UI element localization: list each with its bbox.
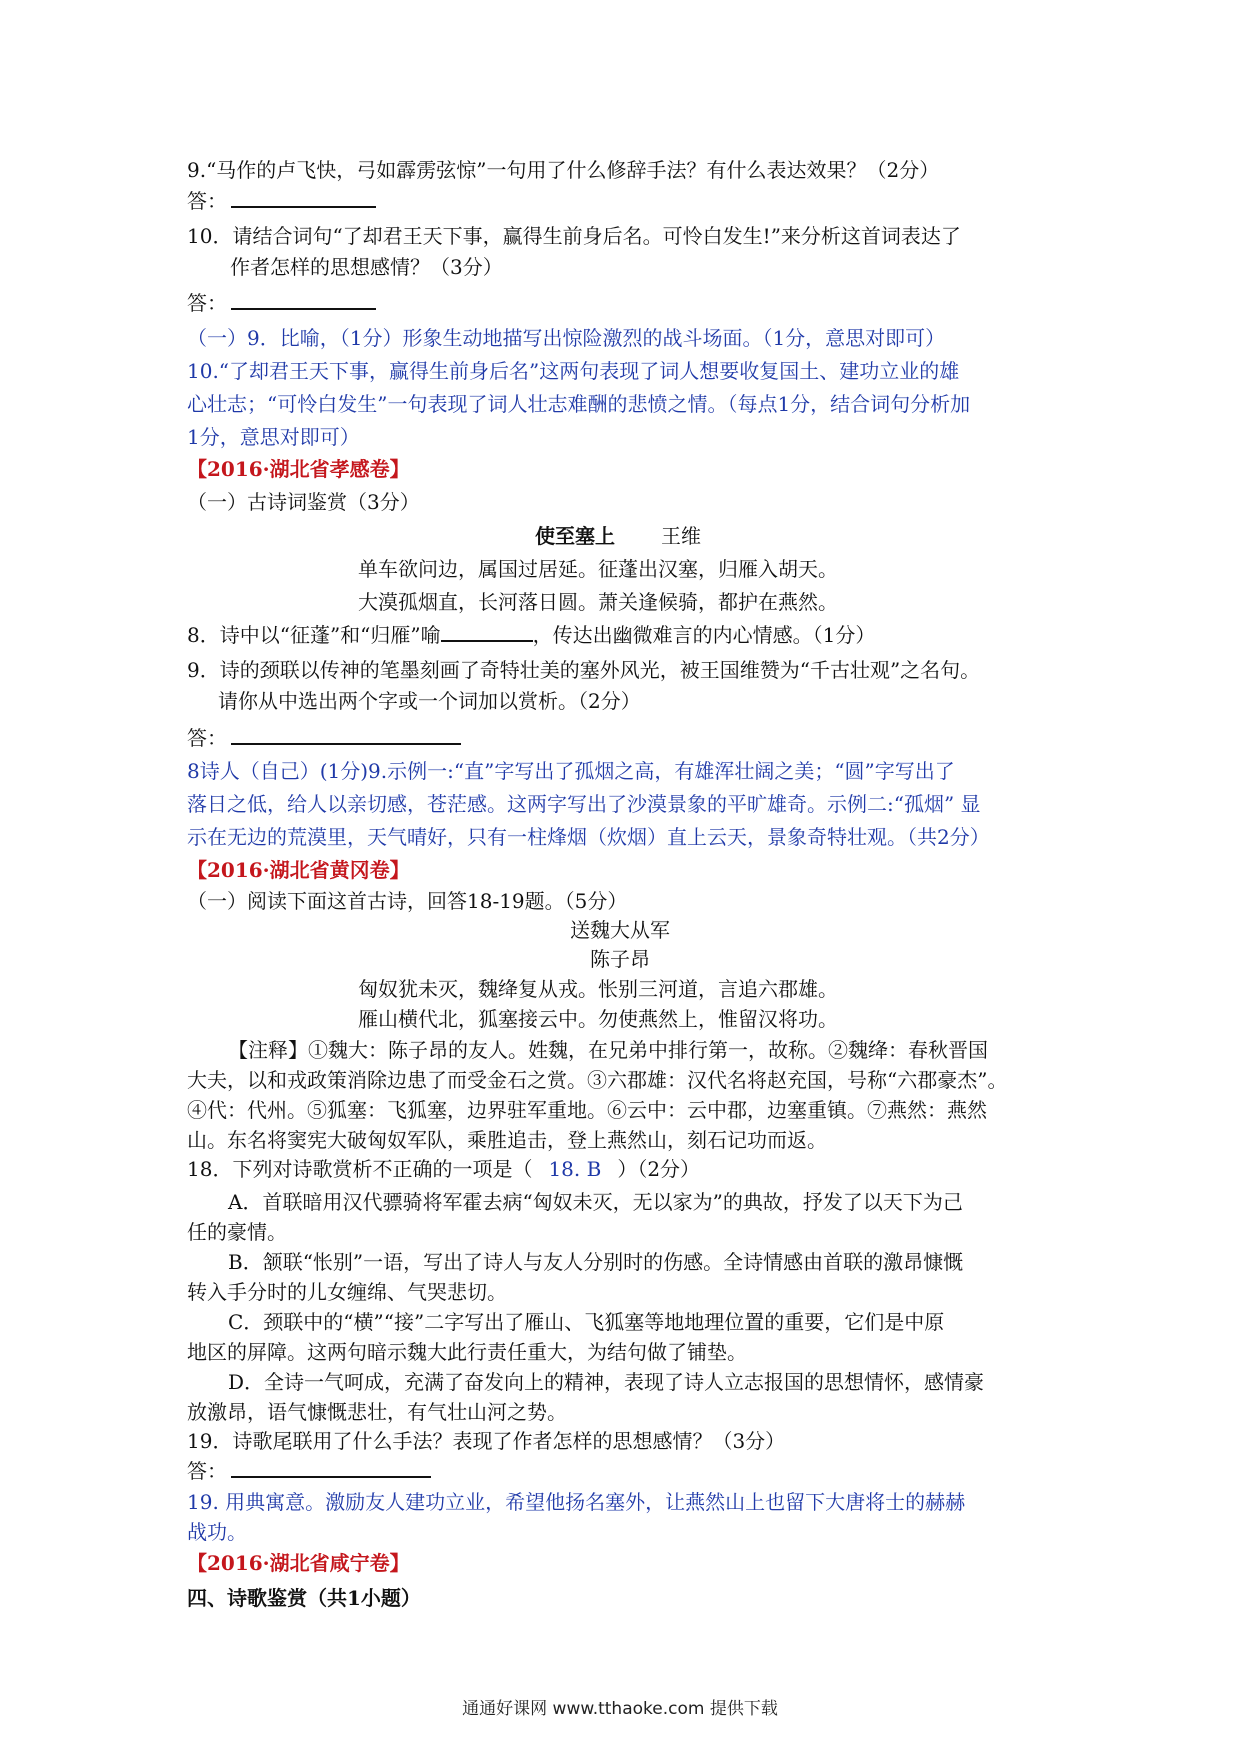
question-9b-line1: 9．诗的颈联以传神的笔墨刻画了奇特壮美的塞外风光，被王国维赞为“千古壮观”之名句。 [187, 658, 981, 682]
answer-blank-line [187, 289, 376, 317]
answer-label: 答： [187, 189, 227, 213]
poem-author: 王维 [661, 524, 701, 548]
answer-label: 答： [187, 726, 227, 750]
option-a-line2: 任的豪情。 [187, 1220, 287, 1244]
option-d-line2: 放激昂，语气慷慨悲壮，有气壮山河之势。 [187, 1400, 567, 1424]
option-b-line2: 转入手分时的儿女缠绵、气哭悲切。 [187, 1280, 507, 1304]
option-c-line1: C．颈联中的“横”“接”二字写出了雁山、飞狐塞等地地理位置的重要，它们是中原 [228, 1310, 945, 1334]
section-heading-xianning: 【2016·湖北省咸宁卷】 [187, 1551, 410, 1575]
poem-line-1: 单车欲问边，属国过居延。征蓬出汉塞，归雁入胡天。 [358, 557, 838, 581]
poem-title-line [535, 522, 701, 550]
question-9-rhetoric: 9.“马作的卢飞快，弓如霹雳弦惊”一句用了什么修辞手法？有什么表达效果？（2分） [187, 158, 940, 182]
poem-title: 使至塞上 [535, 524, 615, 548]
poem-title: 送魏大从军 [570, 918, 670, 942]
answer-label: 答： [187, 1459, 227, 1483]
question-10-line2: 作者怎样的思想感情？（3分） [230, 255, 503, 279]
answer-blank-line [187, 1457, 431, 1485]
note-line3: ④代：代州。⑤狐塞：飞狐塞，边界驻军重地。⑥云中：云中郡，边塞重镇。⑦燕然：燕然 [187, 1098, 987, 1122]
poem-line-2: 雁山横代北，狐塞接云中。勿使燕然上，惟留汉将功。 [358, 1007, 838, 1031]
fill-blank [441, 622, 533, 642]
poem-author: 陈子昂 [590, 947, 650, 971]
answer-8-line3: 示在无边的荒漠里，天气晴好，只有一柱烽烟（炊烟）直上云天，景象奇特壮观。（共2分） [187, 825, 990, 849]
answer-9: （一）9．比喻，（1分）形象生动地描写出惊险激烈的战斗场面。（1分，意思对即可） [187, 326, 946, 350]
section-subheading: （一）阅读下面这首古诗，回答18-19题。（5分） [187, 889, 628, 913]
option-a-line1: A．首联暗用汉代骠骑将军霍去病“匈奴未灭，无以家为”的典故，抒发了以天下为己 [228, 1190, 963, 1214]
question-8: 8．诗中以“征蓬”和“归雁”喻 ，传达出幽微难言的内心情感。（1分） [187, 623, 876, 647]
question-18-answer: 18. B [548, 1157, 602, 1181]
note-line2: 大夫，以和戎政策消除边患了而受金石之赏。③六郡雄：汉代名将赵充国，号称“六郡豪杰”。 [187, 1068, 1008, 1092]
option-b-line1: B．颔联“怅别”一语，写出了诗人与友人分别时的伤感。全诗情感由首联的激昂慷慨 [228, 1250, 964, 1274]
section-heading-huanggang: 【2016·湖北省黄冈卷】 [187, 858, 410, 882]
answer-blank [231, 188, 376, 208]
page-footer: 通通好课网 www.tthaoke.com 提供下载 [462, 1699, 778, 1719]
question-10-line1: 10．请结合词句“了却君王天下事，赢得生前身后名。可怜白发生!”来分析这首词表达了 [187, 224, 961, 248]
question-18: 18．下列对诗歌赏析不正确的一项是（ 18. B ）（2分） [187, 1157, 701, 1181]
section-subheading: （一）古诗词鉴赏（3分） [187, 490, 420, 514]
answer-10-line2: 心壮志；“可怜白发生”一句表现了词人壮志难酬的悲愤之情。（每点1分，结合词句分析加 [187, 392, 971, 416]
note-line1: 【注释】①魏大：陈子昂的友人。姓魏，在兄弟中排行第一，故称。②魏绛：春秋晋国 [228, 1038, 988, 1062]
answer-blank-line [187, 187, 376, 215]
answer-blank [231, 290, 376, 310]
answer-10-line1: 10.“了却君王天下事，赢得生前身后名”这两句表现了词人想要收复国土、建功立业的雄 [187, 359, 960, 383]
answer-blank [231, 725, 461, 745]
answer-blank-line [187, 724, 461, 752]
answer-8-line2: 落日之低，给人以亲切感，苍茫感。这两字写出了沙漠景象的平旷雄奇。示例二:“孤烟” 显 [187, 792, 981, 816]
poem-line-1: 匈奴犹未灭，魏绛复从戎。怅别三河道，言追六郡雄。 [358, 977, 838, 1001]
answer-19-line2: 战功。 [187, 1520, 247, 1544]
poem-line-2: 大漠孤烟直，长河落日圆。萧关逢候骑，都护在燕然。 [358, 590, 838, 614]
answer-19-line1: 19. 用典寓意。激励友人建功立业，希望他扬名塞外，让燕然山上也留下大唐将士的赫赫 [187, 1490, 966, 1514]
option-d-line1: D．全诗一气呵成，充满了奋发向上的精神，表现了诗人立志报国的思想情怀，感情豪 [228, 1370, 985, 1394]
section-four-heading: 四、诗歌鉴赏（共1小题） [187, 1586, 421, 1610]
question-9b-line2: 请你从中选出两个字或一个词加以赏析。（2分） [218, 689, 641, 713]
section-heading-xiaogan: 【2016·湖北省孝感卷】 [187, 457, 410, 481]
answer-blank [231, 1458, 431, 1478]
answer-label: 答： [187, 291, 227, 315]
note-line4: 山。东名将窦宪大破匈奴军队，乘胜追击，登上燕然山，刻石记功而返。 [187, 1128, 827, 1152]
question-19: 19．诗歌尾联用了什么手法？表现了作者怎样的思想感情？（3分） [187, 1429, 786, 1453]
answer-10-line3: 1分，意思对即可） [187, 425, 360, 449]
answer-8-line1: 8诗人（自己）(1分)9.示例一:“直”字写出了孤烟之高，有雄浑壮阔之美；“圆”字写出了 [187, 759, 955, 783]
option-c-line2: 地区的屏障。这两句暗示魏大此行责任重大，为结句做了铺垫。 [187, 1340, 747, 1364]
